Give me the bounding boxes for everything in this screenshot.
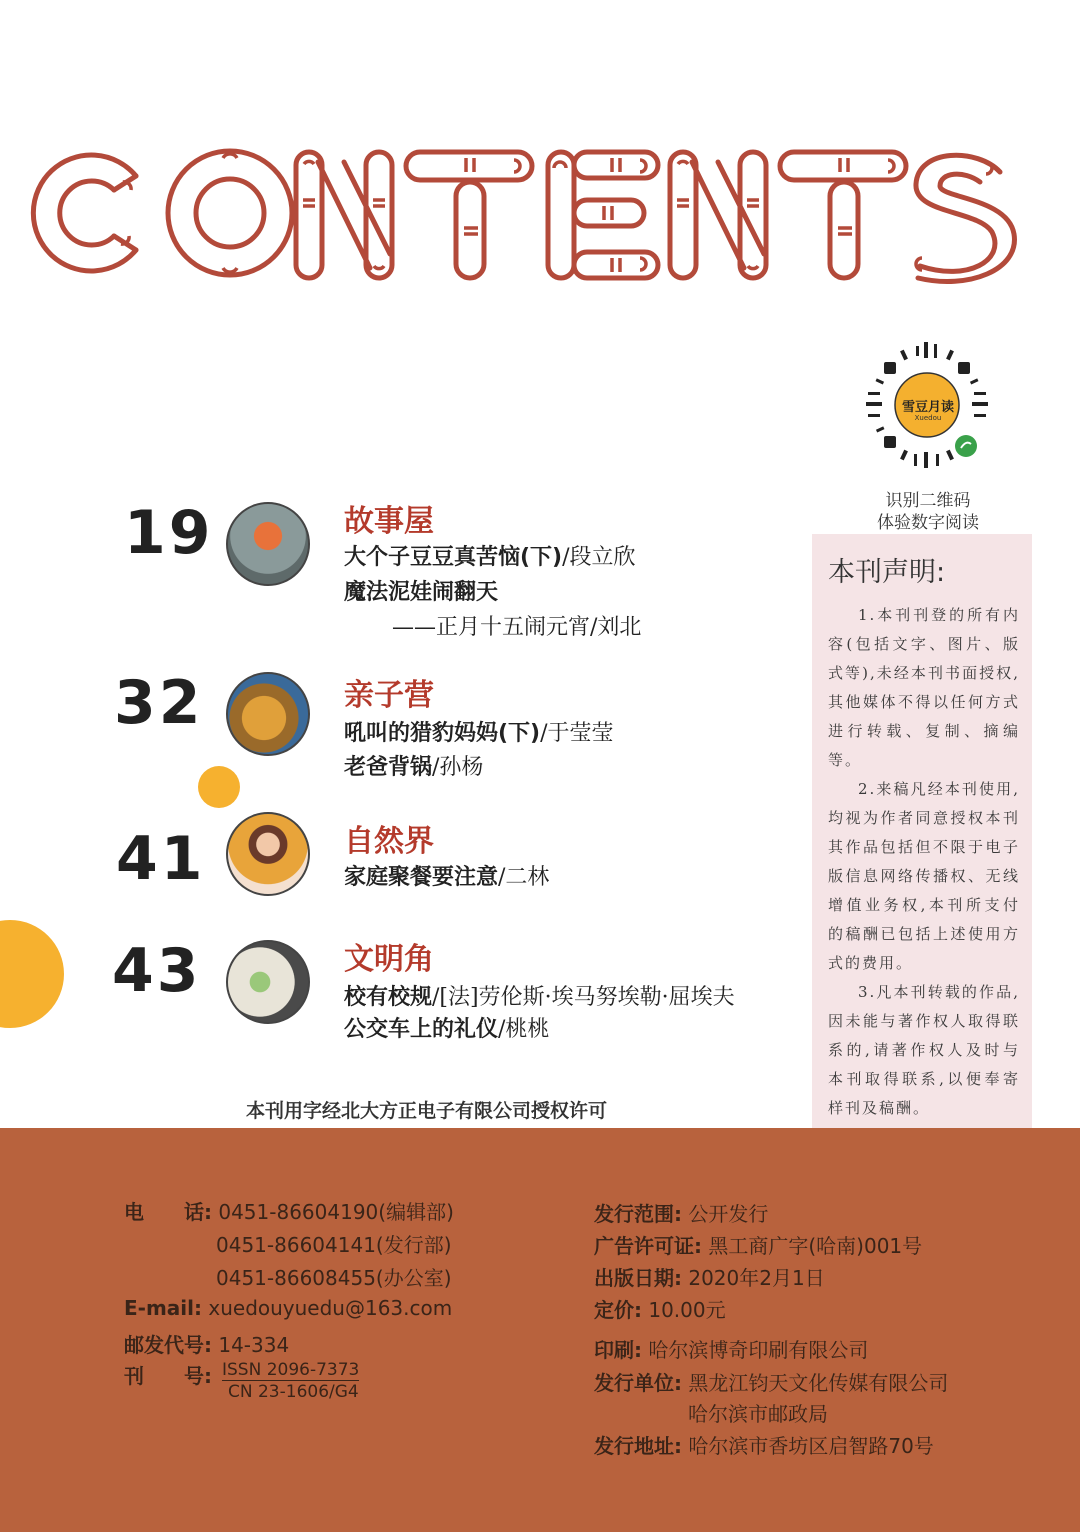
postal-label: 邮发代号: xyxy=(124,1333,212,1357)
issn-value: ISSN 2096-7373 xyxy=(222,1360,360,1380)
ad-label: 广告许可证: xyxy=(594,1234,702,1258)
phone-label: 电 话: xyxy=(124,1200,212,1224)
toc-entry[interactable] xyxy=(344,540,636,571)
entry-title: 吼叫的猎豹妈妈(下) xyxy=(344,721,541,746)
letter-t-2 xyxy=(780,152,906,278)
email-line xyxy=(124,1296,452,1320)
letter-c xyxy=(33,155,136,271)
section-title-story[interactable]: 故事屋 xyxy=(344,504,434,539)
entry-title: 老爸背锅 xyxy=(344,755,433,780)
scope-line xyxy=(594,1198,768,1227)
address-value: 哈尔滨市香坊区启智路70号 xyxy=(688,1434,934,1458)
entry-title: 公交车上的礼仪 xyxy=(344,1017,499,1042)
entry-title: 校有校规 xyxy=(344,985,433,1010)
entry-author: /段立欣 xyxy=(562,545,636,570)
address-label: 发行地址: xyxy=(594,1434,682,1458)
date-value: 2020年2月1日 xyxy=(688,1266,825,1290)
letter-t-1 xyxy=(406,152,532,278)
phone-line xyxy=(216,1229,452,1258)
publisher-line xyxy=(594,1367,948,1396)
contents-heading xyxy=(18,138,1018,288)
print-label: 印刷: xyxy=(594,1338,642,1362)
notice-box xyxy=(812,534,1032,1128)
qr-caption-2: 体验数字阅读 xyxy=(877,513,979,533)
publisher-value: 黑龙江钧天文化传媒有限公司 xyxy=(688,1371,949,1395)
entry-title: 大个子豆豆真苦恼(下) xyxy=(344,545,563,570)
orange-dot-large xyxy=(0,920,64,1028)
letter-s xyxy=(916,155,1015,281)
phone-value: 0451-86608455(办公室) xyxy=(216,1266,452,1290)
font-license-note: 本刊用字经北大方正电子有限公司授权许可 xyxy=(246,1100,608,1122)
qr-caption-1: 识别二维码 xyxy=(885,491,971,511)
cn-value: CN 23-1606/G4 xyxy=(228,1382,359,1402)
letter-n-1 xyxy=(296,152,392,278)
publication-info-footer xyxy=(0,1128,1080,1532)
letter-n-2 xyxy=(670,152,766,278)
entry-title: 家庭聚餐要注意 xyxy=(344,865,499,890)
toc-entry[interactable] xyxy=(344,575,498,606)
entry-author: /于莹莹 xyxy=(540,721,614,746)
notice-paragraph-2: 2.来稿凡经本刊使用,均视为作者同意授权本刊其作品包括但不限于电子版信息网络传播权、无线增值业务权,本刊所支付的稿酬已包括上述使用方式的费用。 xyxy=(828,780,1020,972)
page-number-41: 41 xyxy=(116,824,206,894)
section-thumbnail-parent xyxy=(226,672,310,756)
issue-label: 刊 号: xyxy=(124,1364,212,1388)
toc-entry[interactable] xyxy=(344,1012,549,1043)
price-value: 10.00元 xyxy=(648,1298,726,1322)
page-number-43: 43 xyxy=(112,936,202,1006)
postal-value: 14-334 xyxy=(218,1333,290,1357)
qr-logo-text: 雪豆月读 xyxy=(901,400,954,415)
page-number-19: 19 xyxy=(124,498,214,568)
section-title-nature[interactable]: 自然界 xyxy=(344,824,434,859)
letter-e xyxy=(548,152,658,278)
toc-entry[interactable] xyxy=(344,750,483,781)
entry-author: /桃桃 xyxy=(498,1017,550,1042)
notice-title: 本刊声明: xyxy=(828,557,946,588)
issue-line xyxy=(124,1360,212,1389)
entry-author: /二林 xyxy=(498,865,550,890)
date-label: 出版日期: xyxy=(594,1266,682,1290)
price-label: 定价: xyxy=(594,1298,642,1322)
scope-label: 发行范围: xyxy=(594,1202,682,1226)
section-thumbnail-civility xyxy=(226,940,310,1024)
toc-entry-subtitle[interactable] xyxy=(392,610,641,641)
date-line xyxy=(594,1262,825,1291)
email-label: E-mail: xyxy=(124,1296,203,1320)
entry-author: /[法]劳伦斯·埃马努埃勒·屈埃夫 xyxy=(432,985,735,1010)
scope-value: 公开发行 xyxy=(688,1202,769,1226)
qr-logo-sub: Xuedou xyxy=(914,414,942,422)
entry-author: /孙杨 xyxy=(432,755,484,780)
ad-license-line xyxy=(594,1230,922,1259)
section-thumbnail-story xyxy=(226,502,310,586)
toc-entry[interactable] xyxy=(344,716,614,747)
email-value[interactable]: xuedouyuedu@163.com xyxy=(208,1296,453,1320)
orange-dot-small xyxy=(198,766,240,808)
entry-author: ——正月十五闹元宵/刘北 xyxy=(392,615,642,640)
ad-value: 黑工商广字(哈南)001号 xyxy=(708,1234,923,1258)
page-number-32: 32 xyxy=(114,668,204,738)
phone-line xyxy=(216,1262,452,1291)
section-title-civility[interactable]: 文明角 xyxy=(344,942,434,977)
phone-line xyxy=(124,1196,454,1225)
toc-entry[interactable] xyxy=(344,860,549,891)
address-line xyxy=(594,1430,934,1459)
publisher-line-2 xyxy=(688,1398,828,1427)
notice-paragraph-1: 1.本刊刊登的所有内容(包括文字、图片、版式等),未经本刊书面授权,其他媒体不得以任何方式进行转载、复制、摘编等。 xyxy=(828,606,1020,769)
price-line xyxy=(594,1294,726,1323)
phone-value: 0451-86604190(编辑部) xyxy=(218,1200,454,1224)
postal-line xyxy=(124,1329,289,1358)
print-line xyxy=(594,1334,868,1363)
letter-o xyxy=(168,151,292,275)
print-value: 哈尔滨博奇印刷有限公司 xyxy=(648,1338,869,1362)
publisher-label: 发行单位: xyxy=(594,1371,682,1395)
section-title-parent[interactable]: 亲子营 xyxy=(344,678,434,713)
toc-entry[interactable] xyxy=(344,980,735,1011)
notice-paragraph-3: 3.凡本刊转载的作品,因未能与著作权人取得联系的,请著作权人及时与本刊取得联系,以便奉寄样刊及稿酬。 xyxy=(828,983,1020,1117)
phone-value: 0451-86604141(发行部) xyxy=(216,1233,452,1257)
section-thumbnail-nature xyxy=(226,812,310,896)
publisher-value: 哈尔滨市邮政局 xyxy=(688,1402,828,1426)
entry-title: 魔法泥娃闹翻天 xyxy=(344,580,499,605)
